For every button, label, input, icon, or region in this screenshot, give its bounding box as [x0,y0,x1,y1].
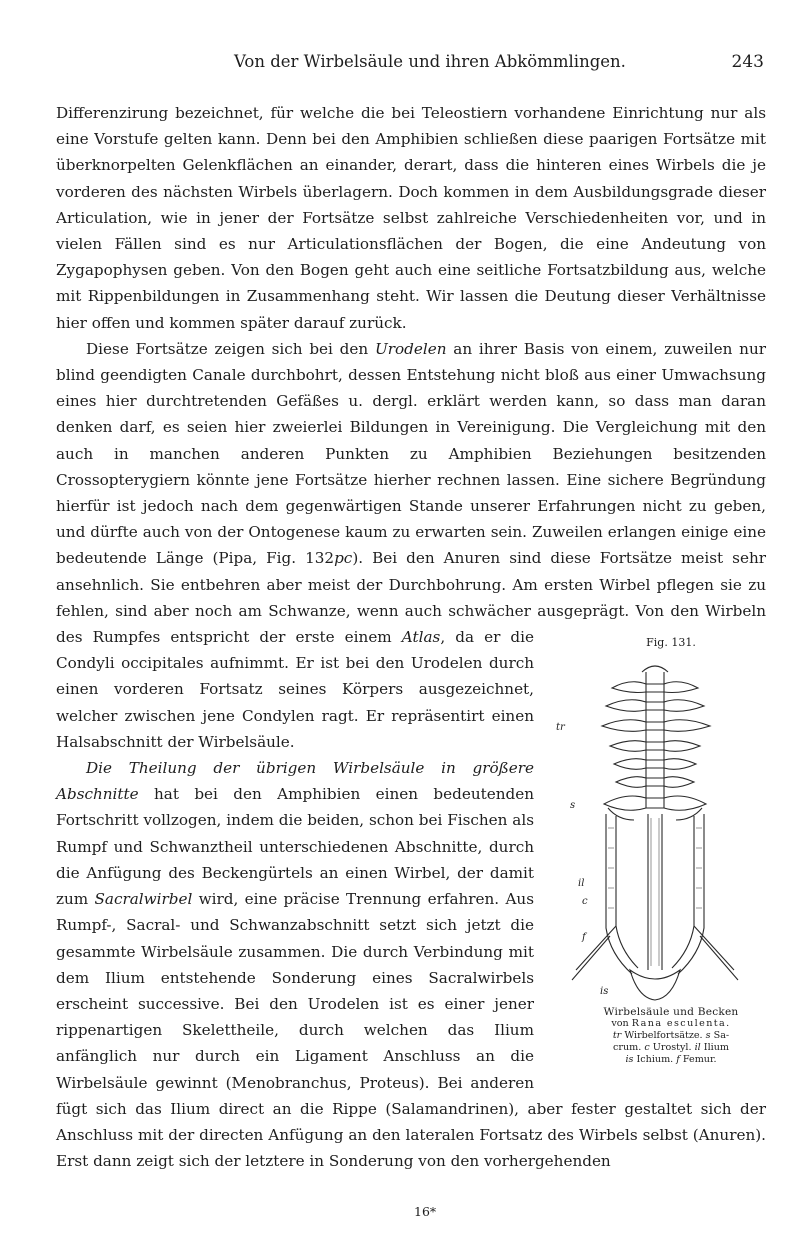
caption-text: Sa- [710,1030,730,1042]
caption-letter: il [694,1042,701,1054]
figure-letter-tr: tr [555,722,565,734]
figure-letter-f: f [581,932,586,944]
caption-text: Wirbelfortsätze. [621,1030,706,1042]
running-header [92,52,764,78]
emphasis-theilung: Die Theilung der übrigen Wirbelsäule in größere Abschnitte [56,759,534,804]
caption-letter: is [625,1054,634,1066]
figure-label: Fig. 131. [646,636,696,650]
caption-letter: s [705,1030,711,1042]
page-number: 243 [731,52,764,72]
caption-text: crum. [613,1042,645,1054]
caption-text: Femur. [679,1054,717,1066]
caption-text: von [611,1018,632,1030]
paragraph-text: Diese Fortsätze zeigen sich bei den [86,339,375,358]
figure-caption [546,1006,766,1066]
paragraph-1 [56,100,766,336]
caption-text: Urostyl. [649,1042,695,1054]
paragraph-text: Differenzirung bezeichnet, für welche die bei Teleostiern vorhandene Einrichtung nur als eine Vorstufe gelten kann. Denn bei den Amphibien schließen diese paarigen Fortsätze mit überknorpelten Gelenkflächen an einander, derart, dass die hinteren eines Wirbels die je vorderen des nächsten Wirbels überlagern. Doch kommen in dem Ausbildungsgrade dieser Articulation, wie in jener der Fortsätze selbst zahlreiche Verschiedenheiten vor, und in vielen Fällen sind es nur Articulationsflächen der Bogen, die eine Andeutung von Zygapophysen geben. Von den Bogen geht auch eine seitliche Fortsatzbildung aus, welche mit Rippenbildungen in Zusammenhang steht. Wir lassen die Deutung dieser Verhältnisse hier offen und kommen später darauf zurück. [56,104,766,332]
caption-species: Rana esculenta. [631,1018,731,1030]
figure-131 [546,630,766,1066]
figure-letter-c: c [581,896,588,908]
figure-letter-il: il [577,878,584,890]
emphasis-pc: pc [334,549,353,568]
paragraph-text: hat bei den Amphibien einen bedeutenden Fortschritt vollzogen, indem die beiden, schon bei Fischen als Rumpf und Schwanztheil unterschiedenen Abschnitte, durch die Anfügung des Beckengürtels an einen Wirbel, der damit zum [56,785,534,909]
caption-text: Ilium [700,1042,729,1054]
paragraph-text: , da er die Condyli occipitales aufnimmt. Er ist bei den Urodelen durch einen vorderen Fortsatz seines Körpers ausgezeichnet, welcher zwischen jene Condylen ragt. Er repräsentirt einen Halsabschnitt der Wirbelsäule. [56,628,534,751]
caption-letter: c [644,1042,650,1054]
paragraph-text: ). Bei den Anuren sind diese Fortsätze meist sehr ansehnlich. Sie entbehren aber meist der Durchbohrung. Am ersten Wirbel pflegen sie zu fehlen, sind aber noch am Schwanze, wenn auch schwächer ausgeprägt. Von den Wirbeln des Rumpfes entspricht der erste einem [56,549,766,647]
caption-letter: tr [612,1030,622,1042]
paragraph-text: an ihrer Basis von einem, zuweilen nur blind geendigten Canale durchbohrt, dessen Entstehung nicht bloß aus einer Umwachsung eines hier durchtretenden Gefäßes u. dergl. erklärt werden kann, so dass man daran denken darf, es seien hier zweierlei Bildungen in Vereinigung. Die Vergleichung mit den auch in manchen anderen Punkten zu Amphibien Beziehungen besitzenden Crossopterygiern könnte jene Fortsätze hierher rechnen lassen. Eine sichere Begründung hierfür ist jedoch nach dem gegenwärtigen Stande unserer Erfahrungen nicht zu geben, und dürfte auch von der Ontogenese kaum zu erwarten sein. Zuweilen erlangen einige eine bedeutende Länge (Pipa, Fig. 132 [56,339,766,568]
spine-pelvis-illustration [554,658,759,1003]
caption-title: Wirbelsäule und Becken [603,1006,739,1019]
figure-letter-is: is [599,986,608,998]
emphasis-urodelen: Urodelen [374,339,447,358]
figure-letter-s: s [569,800,575,812]
running-title: Von der Wirbelsäule und ihren Abkömmlingen. [234,52,626,71]
caption-text: Ichium. [633,1054,677,1066]
body-text [56,100,766,1174]
caption-letter: f [676,1054,680,1066]
emphasis-sacralwirbel: Sacralwirbel [94,890,193,909]
paragraph-text: wird, eine präcise Trennung erfahren. Aus Rumpf-, Sacral- und Schwanzabschnitt setzt sich jetzt die gesammte Wirbelsäule zusammen. Die durch Verbindung mit dem Ilium entstehende Sonderung eines Sacralwirbels erscheint successive. Bei den Urodelen ist es einer jener rippenartigen Skelettheile, durch welchen das Ilium anfänglich nur durch ein Ligament Anschluss an die Wirbelsäule gewinnt (Menobranchus, Proteus). Bei anderen fügt sich das Ilium direct an die Rippe (Salamandrinen), aber fester gestaltet sich der Anschluss mit der directen Anfügung an den lateralen Fortsatz des Wirbels selbst (Anuren). Erst dann zeigt sich der letztere in Sonderung von den vorhergehenden [56,890,766,1171]
emphasis-atlas: Atlas [401,628,441,647]
signature-mark: 16* [414,1204,437,1219]
